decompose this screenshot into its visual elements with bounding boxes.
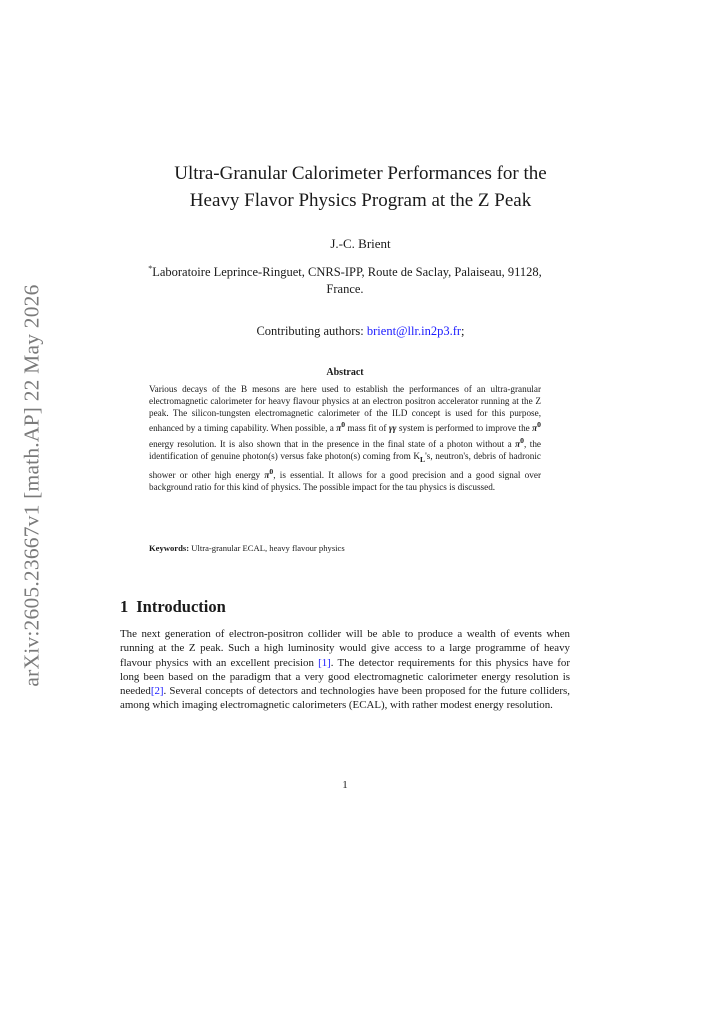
affiliation-text: Laboratoire Leprince-Ringuet, CNRS-IPP, Route de Saclay, Palaiseau, 91128, France. [152,265,542,297]
math-pi: π [264,469,270,480]
intro-text: . Several concepts of detectors and technologies have been proposed for the future colliders, among which imaging electromagnetic calorimeters (ECAL), with rather modest energy resolution. [120,685,570,712]
abstract-text: energy resolution. It is also shown that in the presence in the final state of a photon without a [149,439,516,450]
arxiv-stamp [16,285,48,685]
math-sup: 0 [269,466,274,476]
title-line-2: Heavy Flavor Physics Program at the Z Peak [189,190,532,211]
contributing-label: Contributing authors: [256,324,367,338]
email-link[interactable]: brient@llr.in2p3.fr [366,324,462,338]
title-line-1: Ultra-Granular Calorimeter Performances for the [174,163,547,184]
math-pi: π [532,423,538,434]
affiliation [130,260,560,298]
math-gammagamma: γγ [388,423,397,434]
intro-paragraph [120,627,570,713]
math-sup: 0 [341,420,346,430]
math-sub: L [420,454,426,464]
section-title: Introduction [136,597,226,616]
affiliation-mark: * [148,264,153,273]
math-sup: 0 [537,420,541,430]
contributing-authors [0,324,721,339]
abstract-text: , is essential. It allows for a good precision and a good signal over background ratio for this kind of physics. The possible impact for the tau physics is discussed. [149,469,542,492]
section-number: 1 [120,597,129,616]
citation-link[interactable]: [2] [150,685,164,698]
paper-title [0,160,721,214]
abstract-text: 's, neutron's, debris of hadronic shower or other high energy [149,451,541,480]
intro-text: The next generation of electron-positron collider will be able to produce a wealth of events when running at the Z peak. Such a high luminosity would give access to a large programme of heavy flavour physics with an excellent precision [120,628,570,669]
abstract-text: Various decays of the B mesons are here used to establish the performances of an ultra-granular electromagnetic calorimeter for heavy flavour physics at an electron positron accelerator running at the Z peak. The silicon-tungsten electromagnetic calorimeter of the ILD concept is used for this purpose, enhanced by a timing capability. When possible, a [149,384,541,434]
abstract-text: , the identification of genuine photon(s) versus fake photon(s) coming from K [149,439,541,462]
intro-text: . The detector requirements for this physics have for long been based on the paradigm that a very good electromagnetic calorimeter energy resolution is needed [120,656,570,698]
keywords-text: Ultra-granular ECAL, heavy flavour physics [189,543,345,553]
citation-link[interactable]: [1] [318,656,331,669]
math-pi: π [336,423,342,434]
keywords-label: Keywords: [149,543,190,553]
math-pi: π [515,439,521,450]
page-number: 1 [342,779,348,791]
abstract-text: system is performed to improve the [396,423,533,434]
math-sup: 0 [520,436,524,446]
contributing-suffix: ; [461,324,465,338]
author-name: J.-C. Brient [330,236,391,251]
section-heading [120,597,226,617]
abstract-heading: Abstract [326,367,364,378]
keywords [149,543,549,553]
abstract-body [149,384,541,493]
arxiv-identifier[interactable]: arXiv:2605.23667v1 [math.AP] 22 May 2026 [19,283,44,687]
abstract-text: mass fit of [345,423,389,434]
